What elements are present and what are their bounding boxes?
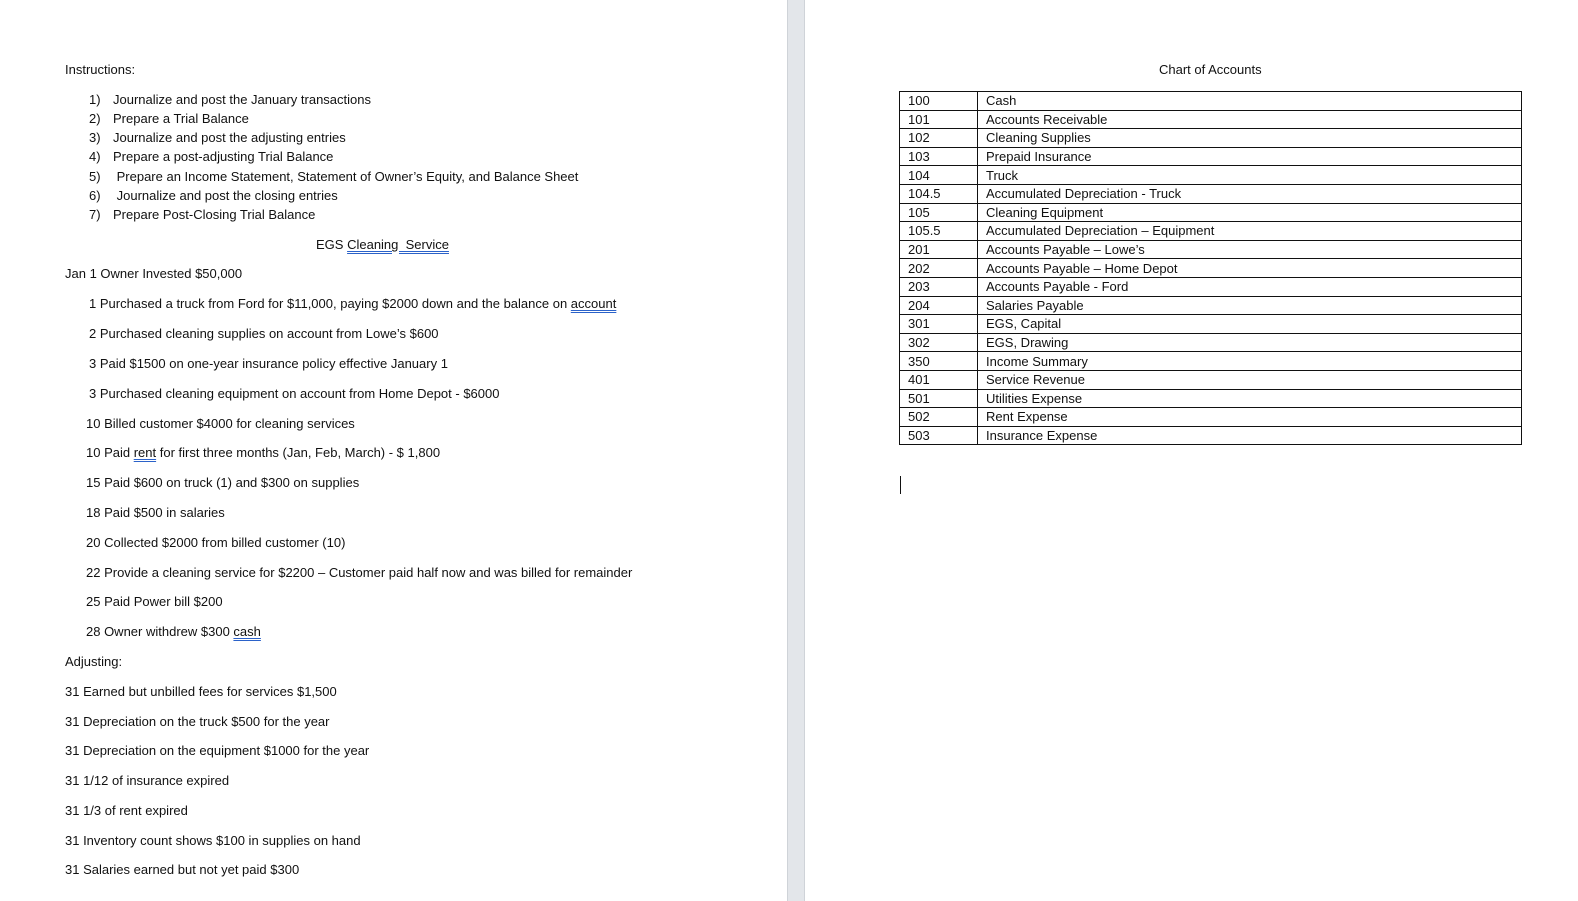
table-row bbox=[900, 389, 1522, 408]
account-number: 105.5 bbox=[900, 222, 978, 241]
account-name: Accounts Receivable bbox=[978, 110, 1522, 129]
table-row bbox=[900, 203, 1522, 222]
table-row bbox=[900, 92, 1522, 111]
instruction-text: Journalize and post the closing entries bbox=[113, 188, 338, 203]
table-row bbox=[900, 315, 1522, 334]
adjustment-line: 31 Salaries earned but not yet paid $300 bbox=[65, 862, 300, 877]
table-row bbox=[900, 296, 1522, 315]
table-row bbox=[900, 259, 1522, 278]
transaction-text: for first three months (Jan, Feb, March) - $ 1,800 bbox=[156, 445, 441, 460]
account-number: 101 bbox=[900, 110, 978, 129]
company-title-prefix: EGS bbox=[316, 237, 348, 252]
account-name: Service Revenue bbox=[978, 370, 1522, 389]
instructions-heading: Instructions: bbox=[65, 62, 136, 77]
account-number: 501 bbox=[900, 389, 978, 408]
adjustment-line: 31 1/12 of insurance expired bbox=[65, 773, 230, 788]
account-name: Cash bbox=[978, 92, 1522, 111]
transaction-text: 1 Purchased a truck from Ford for $11,000, paying $2000 down and the balance on bbox=[89, 296, 571, 311]
account-name: Truck bbox=[978, 166, 1522, 185]
instruction-number: 6) bbox=[89, 188, 101, 203]
adjustment-line: 31 Depreciation on the equipment $1000 for the year bbox=[65, 743, 370, 758]
account-number: 201 bbox=[900, 240, 978, 259]
account-name: Accounts Payable – Lowe’s bbox=[978, 240, 1522, 259]
instruction-text: Journalize and post the adjusting entries bbox=[113, 130, 346, 145]
transaction-text: 28 Owner withdrew $300 bbox=[86, 624, 234, 639]
adjustment-line: 31 1/3 of rent expired bbox=[65, 803, 188, 818]
table-row bbox=[900, 352, 1522, 371]
page-separator bbox=[787, 0, 805, 901]
transaction-line: 3 Paid $1500 on one-year insurance policy effective January 1 bbox=[89, 356, 448, 371]
instruction-item bbox=[89, 149, 333, 165]
account-number: 102 bbox=[900, 129, 978, 148]
text-cursor bbox=[900, 476, 901, 494]
table-row bbox=[900, 110, 1522, 129]
adjusting-heading: Adjusting: bbox=[65, 654, 123, 669]
instruction-number: 7) bbox=[89, 207, 101, 222]
company-title-name: Cleaning Service bbox=[347, 237, 449, 252]
chart-of-accounts-table bbox=[899, 91, 1522, 445]
table-row bbox=[900, 184, 1522, 203]
account-number: 103 bbox=[900, 147, 978, 166]
table-row bbox=[900, 240, 1522, 259]
transaction-underlined-word: account bbox=[570, 296, 617, 311]
instruction-item bbox=[89, 188, 338, 204]
account-name: Accumulated Depreciation – Equipment bbox=[978, 222, 1522, 241]
transaction-line bbox=[86, 445, 440, 461]
account-name: Income Summary bbox=[978, 352, 1522, 371]
account-number: 104.5 bbox=[900, 184, 978, 203]
account-name: Accounts Payable - Ford bbox=[978, 277, 1522, 296]
chart-of-accounts-title: Chart of Accounts bbox=[1159, 62, 1262, 77]
account-name: Salaries Payable bbox=[978, 296, 1522, 315]
transaction-line: 25 Paid Power bill $200 bbox=[86, 594, 223, 609]
instruction-number: 1) bbox=[89, 92, 101, 107]
account-name: Prepaid Insurance bbox=[978, 147, 1522, 166]
transaction-underlined-word: rent bbox=[133, 445, 157, 460]
transaction-text: 10 Paid bbox=[86, 445, 134, 460]
transaction-line: 20 Collected $2000 from billed customer (10) bbox=[86, 535, 346, 550]
account-number: 104 bbox=[900, 166, 978, 185]
account-name: Utilities Expense bbox=[978, 389, 1522, 408]
account-name: Accounts Payable – Home Depot bbox=[978, 259, 1522, 278]
table-row bbox=[900, 147, 1522, 166]
adjustment-line: 31 Inventory count shows $100 in supplies on hand bbox=[65, 833, 361, 848]
account-number: 301 bbox=[900, 315, 978, 334]
instruction-item bbox=[89, 207, 315, 223]
table-row bbox=[900, 166, 1522, 185]
account-number: 350 bbox=[900, 352, 978, 371]
table-row bbox=[900, 408, 1522, 427]
account-number: 502 bbox=[900, 408, 978, 427]
table-row bbox=[900, 277, 1522, 296]
account-number: 105 bbox=[900, 203, 978, 222]
account-number: 203 bbox=[900, 277, 978, 296]
instruction-text: Prepare a Trial Balance bbox=[113, 111, 249, 126]
instruction-item bbox=[89, 130, 346, 146]
transaction-line: 22 Provide a cleaning service for $2200 – Customer paid half now and was billed for remainder bbox=[86, 565, 633, 580]
account-name: EGS, Capital bbox=[978, 315, 1522, 334]
account-name: Insurance Expense bbox=[978, 426, 1522, 445]
table-row bbox=[900, 370, 1522, 389]
instruction-number: 2) bbox=[89, 111, 101, 126]
table-row bbox=[900, 129, 1522, 148]
account-number: 204 bbox=[900, 296, 978, 315]
instruction-item bbox=[89, 169, 578, 185]
instruction-item bbox=[89, 111, 249, 127]
table-row bbox=[900, 333, 1522, 352]
transaction-underlined-word: cash bbox=[233, 624, 261, 639]
instruction-text: Prepare an Income Statement, Statement of Owner’s Equity, and Balance Sheet bbox=[113, 169, 579, 184]
instruction-text: Journalize and post the January transactions bbox=[113, 92, 371, 107]
account-number: 503 bbox=[900, 426, 978, 445]
account-name: EGS, Drawing bbox=[978, 333, 1522, 352]
table-row bbox=[900, 426, 1522, 445]
account-number: 100 bbox=[900, 92, 978, 111]
account-name: Accumulated Depreciation - Truck bbox=[978, 184, 1522, 203]
transaction-line: 15 Paid $600 on truck (1) and $300 on supplies bbox=[86, 475, 360, 490]
transaction-line: 10 Billed customer $4000 for cleaning services bbox=[86, 416, 355, 431]
instruction-number: 4) bbox=[89, 149, 101, 164]
instruction-text: Prepare Post-Closing Trial Balance bbox=[113, 207, 316, 222]
account-number: 401 bbox=[900, 370, 978, 389]
adjustment-line: 31 Earned but unbilled fees for services $1,500 bbox=[65, 684, 337, 699]
transaction-line: 18 Paid $500 in salaries bbox=[86, 505, 225, 520]
instruction-item bbox=[89, 92, 371, 108]
transaction-line: 2 Purchased cleaning supplies on account from Lowe’s $600 bbox=[89, 326, 439, 341]
transaction-line: 3 Purchased cleaning equipment on account from Home Depot - $6000 bbox=[89, 386, 500, 401]
instruction-number: 5) bbox=[89, 169, 101, 184]
transaction-line: Jan 1 Owner Invested $50,000 bbox=[65, 266, 243, 281]
account-name: Cleaning Equipment bbox=[978, 203, 1522, 222]
account-number: 202 bbox=[900, 259, 978, 278]
account-name: Rent Expense bbox=[978, 408, 1522, 427]
transaction-line bbox=[89, 296, 616, 312]
instruction-number: 3) bbox=[89, 130, 101, 145]
account-number: 302 bbox=[900, 333, 978, 352]
company-title bbox=[316, 237, 449, 253]
account-name: Cleaning Supplies bbox=[978, 129, 1522, 148]
table-row bbox=[900, 222, 1522, 241]
instruction-text: Prepare a post-adjusting Trial Balance bbox=[113, 149, 334, 164]
transaction-line bbox=[86, 624, 261, 640]
adjustment-line: 31 Depreciation on the truck $500 for the year bbox=[65, 714, 330, 729]
